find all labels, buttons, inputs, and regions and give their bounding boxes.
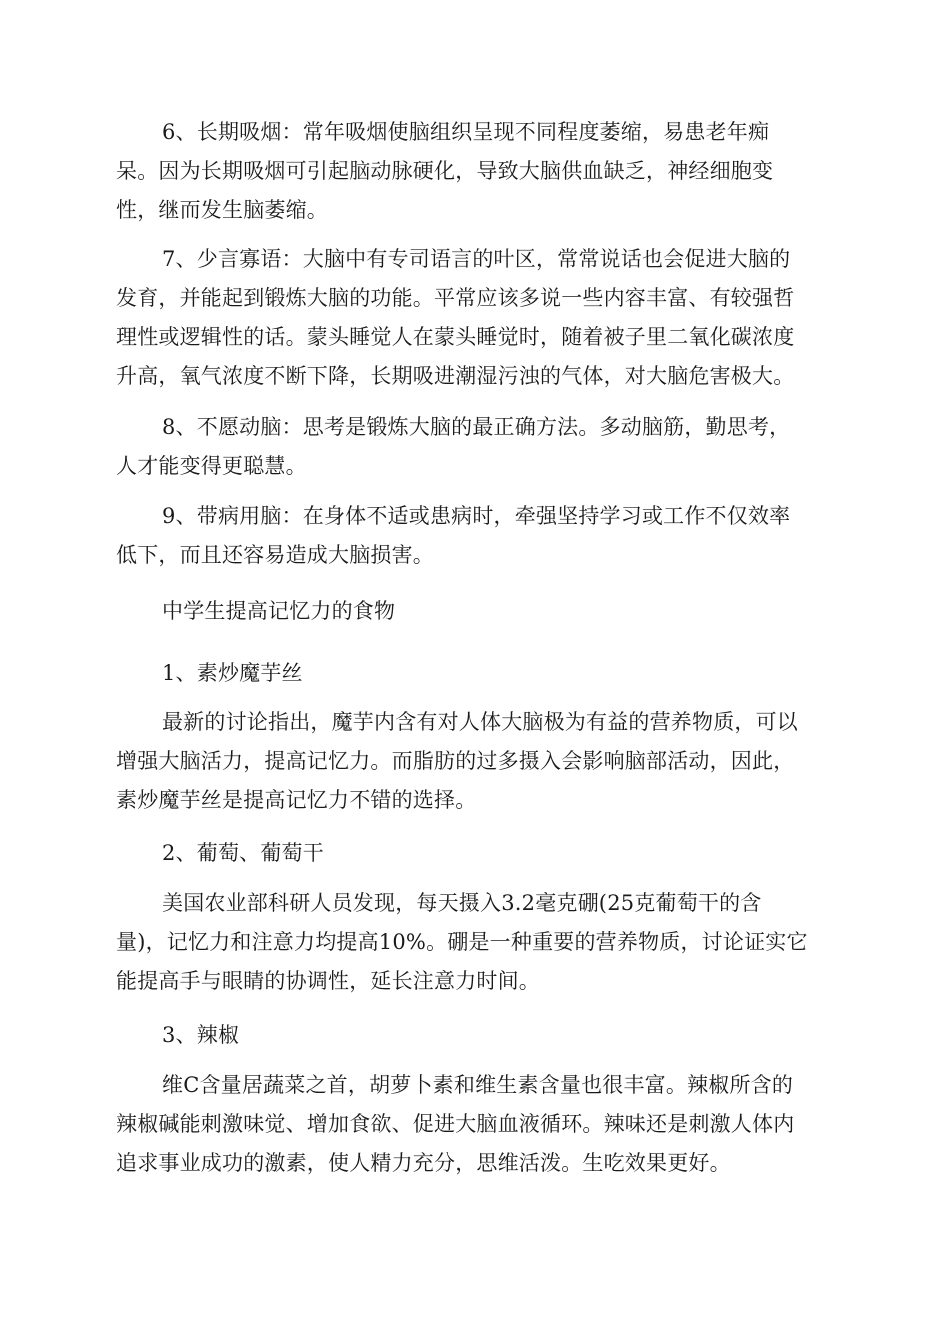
paragraph-line: 性，继而发生脑萎缩。 [116,198,328,222]
paragraph-line: 呆。因为长期吸烟可引起脑动脉硬化，导致大脑供血缺乏，神经细胞变 [116,159,774,183]
paragraph-line: 能提高手与眼睛的协调性，延长注意力时间。 [116,969,540,993]
paragraph-no-thinking [116,408,836,486]
paragraph-line: 6、长期吸烟：常年吸烟使脑组织呈现不同程度萎缩，易患老年痴 [162,120,770,144]
paragraph-line: 发育，并能起到锻炼大脑的功能。平常应该多说一些内容丰富、有较强哲 [116,286,795,310]
paragraph-line: 人才能变得更聪慧。 [116,454,307,478]
paragraph-line: 升高，氧气浓度不断下降，长期吸进潮湿污浊的气体，对大脑危害极大。 [116,364,795,388]
paragraph-sick-brain [116,497,836,575]
item-heading-pepper [116,1016,836,1055]
paragraph-line: 增强大脑活力，提高记忆力。而脂肪的过多摄入会影响脑部活动，因此， [116,749,795,773]
item-heading-grapes [116,834,836,873]
paragraph-line: 辣椒碱能刺激味觉、增加食欲、促进大脑血液循环。辣味还是刺激人体内 [116,1112,795,1136]
section-heading-foods [116,592,836,631]
paragraph-line: 量)，记忆力和注意力均提高10%。硼是一种重要的营养物质，讨论证实它 [116,930,808,954]
item-heading-konjac [116,654,836,693]
paragraph-line: 8、不愿动脑：思考是锻炼大脑的最正确方法。多动脑筋，勤思考， [162,415,791,439]
paragraph-line: 最新的讨论指出，魔芋内含有对人体大脑极为有益的营养物质，可以 [162,710,798,734]
heading-line: 3、辣椒 [162,1023,240,1047]
paragraph-line: 素炒魔芋丝是提高记忆力不错的选择。 [116,788,477,812]
paragraph-konjac [116,703,836,820]
paragraph-line: 美国农业部科研人员发现，每天摄入3.2毫克硼(25克葡萄干的含 [162,891,762,915]
heading-line: 2、葡萄、葡萄干 [162,841,324,865]
paragraph-line: 追求事业成功的激素，使人精力充分，思维活泼。生吃效果更好。 [116,1151,731,1175]
paragraph-line: 低下，而且还容易造成大脑损害。 [116,543,434,567]
paragraph-line: 理性或逻辑性的话。蒙头睡觉人在蒙头睡觉时，随着被子里二氧化碳浓度 [116,325,795,349]
paragraph-line: 维C含量居蔬菜之首，胡萝卜素和维生素含量也很丰富。辣椒所含的 [162,1073,794,1097]
paragraph-smoking [116,113,836,230]
paragraph-pepper [116,1066,836,1183]
paragraph-line: 9、带病用脑：在身体不适或患病时，牵强坚持学习或工作不仅效率 [162,504,791,528]
paragraph-silence [116,240,836,396]
paragraph-grapes [116,884,836,1001]
paragraph-line: 7、少言寡语：大脑中有专司语言的叶区，常常说话也会促进大脑的 [162,247,791,271]
heading-line: 1、素炒魔芋丝 [162,661,303,685]
heading-line: 中学生提高记忆力的食物 [162,599,396,623]
